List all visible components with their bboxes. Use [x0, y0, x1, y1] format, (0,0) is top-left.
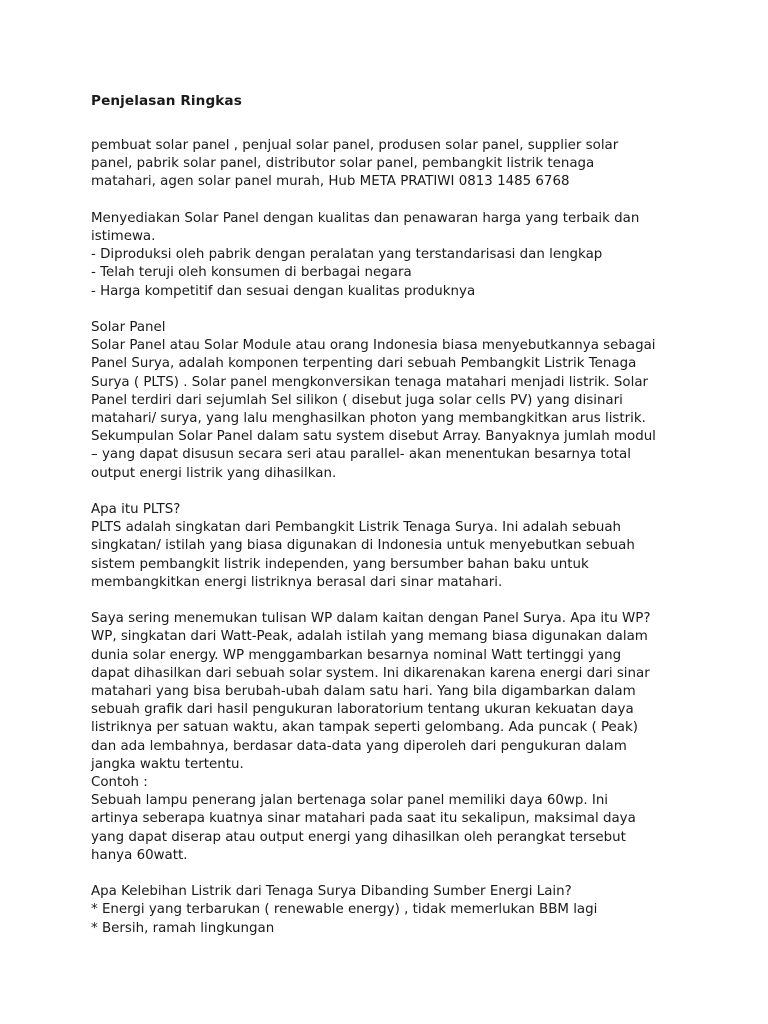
paragraph — [91, 610, 691, 865]
text-line: listriknya per satuan waktu, akan tampak seperti gelombang. Ada puncak ( Peak) — [91, 720, 638, 736]
text-line: WP, singkatan dari Watt-Peak, adalah istilah yang memang biasa digunakan dalam — [91, 629, 648, 645]
text-line: yang dapat diserap atau output energi yang dihasilkan oleh perangkat tersebut — [91, 829, 626, 845]
text-line: - Diproduksi oleh pabrik dengan peralatan yang terstandarisasi dan lengkap — [91, 247, 603, 263]
text-line: matahari/ surya, yang lalu menghasilkan photon yang membangkitkan arus listrik. — [91, 411, 646, 427]
text-line: Menyediakan Solar Panel dengan kualitas dan penawaran harga yang terbaik dan — [91, 210, 640, 226]
paragraph — [91, 319, 691, 483]
text-line: Solar Panel — [91, 320, 166, 335]
text-line: matahari, agen solar panel murah, Hub META PRATIWI 0813 1485 6768 — [91, 174, 570, 190]
text-line: Sebuah lampu penerang jalan bertenaga solar panel memiliki daya 60wp. Ini — [91, 793, 609, 809]
text-line: Apa itu PLTS? — [91, 502, 181, 518]
text-line: singkatan/ istilah yang biasa digunakan di Indonesia untuk menyebutkan sebuah — [91, 538, 635, 554]
text-line: - Harga kompetitif dan sesuai dengan kualitas produknya — [91, 283, 476, 299]
text-line: panel, pabrik solar panel, distributor solar panel, pembangkit listrik tenaga — [91, 156, 595, 172]
paragraph — [91, 210, 691, 301]
text-line: Contoh : — [91, 775, 148, 791]
paragraph — [91, 883, 691, 938]
text-line: Sekumpulan Solar Panel dalam satu system disebut Array. Banyaknya jumlah modul — [91, 429, 656, 445]
text-line: Panel terdiri dari sejumlah Sel silikon ( disebut juga solar cells PV) yang disinari — [91, 392, 623, 408]
text-line: matahari yang bisa berubah-ubah dalam satu hari. Yang bila digambarkan dalam — [91, 684, 636, 700]
paragraph — [91, 137, 691, 192]
text-line: sistem pembangkit listrik independen, yang bersumber bahan baku untuk — [91, 556, 589, 572]
text-line: * Energi yang terbarukan ( renewable energy) , tidak memerlukan BBM lagi — [91, 902, 598, 918]
text-line: – yang dapat disusun secara seri atau parallel- akan menentukan besarnya total — [91, 447, 631, 463]
document-title: Penjelasan Ringkas — [91, 93, 242, 109]
text-line: artinya seberapa kuatnya sinar matahari pada saat itu sekalipun, maksimal daya — [91, 811, 636, 827]
text-line: dunia solar energy. WP menggambarkan besarnya nominal Watt tertinggi yang — [91, 647, 622, 663]
paragraph — [91, 501, 691, 592]
text-line: dapat dihasilkan dari sebuah solar system. Ini dikarenakan karena energi dari sinar — [91, 665, 650, 681]
text-line: hanya 60watt. — [91, 847, 188, 863]
text-line: - Telah teruji oleh konsumen di berbagai negara — [91, 265, 412, 281]
paragraph-list — [91, 137, 691, 938]
text-line: dan ada lembahnya, berdasar data-data yang diperoleh dari pengukuran dalam — [91, 738, 627, 754]
text-line: istimewa. — [91, 229, 156, 244]
text-line: pembuat solar panel , penjual solar panel, produsen solar panel, supplier solar — [91, 138, 619, 153]
document-body — [91, 92, 691, 956]
text-line: Saya sering menemukan tulisan WP dalam kaitan dengan Panel Surya. Apa itu WP? — [91, 611, 651, 627]
text-line: jangka waktu tertentu. — [91, 756, 244, 772]
text-line: output energi listrik yang dihasilkan. — [91, 465, 337, 481]
text-line: Apa Kelebihan Listrik dari Tenaga Surya Dibanding Sumber Energi Lain? — [91, 884, 572, 900]
text-line: membangkitkan energi listriknya berasal dari sinar matahari. — [91, 574, 503, 590]
text-line: Surya ( PLTS) . Solar panel mengkonversikan tenaga matahari menjadi listrik. Solar — [91, 374, 649, 390]
text-line: sebuah grafik dari hasil pengukuran laboratorium tentang ukuran kekuatan daya — [91, 702, 634, 718]
text-line: Solar Panel atau Solar Module atau orang Indonesia biasa menyebutkannya sebagai — [91, 338, 656, 354]
text-line: PLTS adalah singkatan dari Pembangkit Listrik Tenaga Surya. Ini adalah sebuah — [91, 520, 622, 536]
text-line: * Bersih, ramah lingkungan — [91, 920, 275, 936]
text-line: Panel Surya, adalah komponen terpenting dari sebuah Pembangkit Listrik Tenaga — [91, 356, 637, 372]
